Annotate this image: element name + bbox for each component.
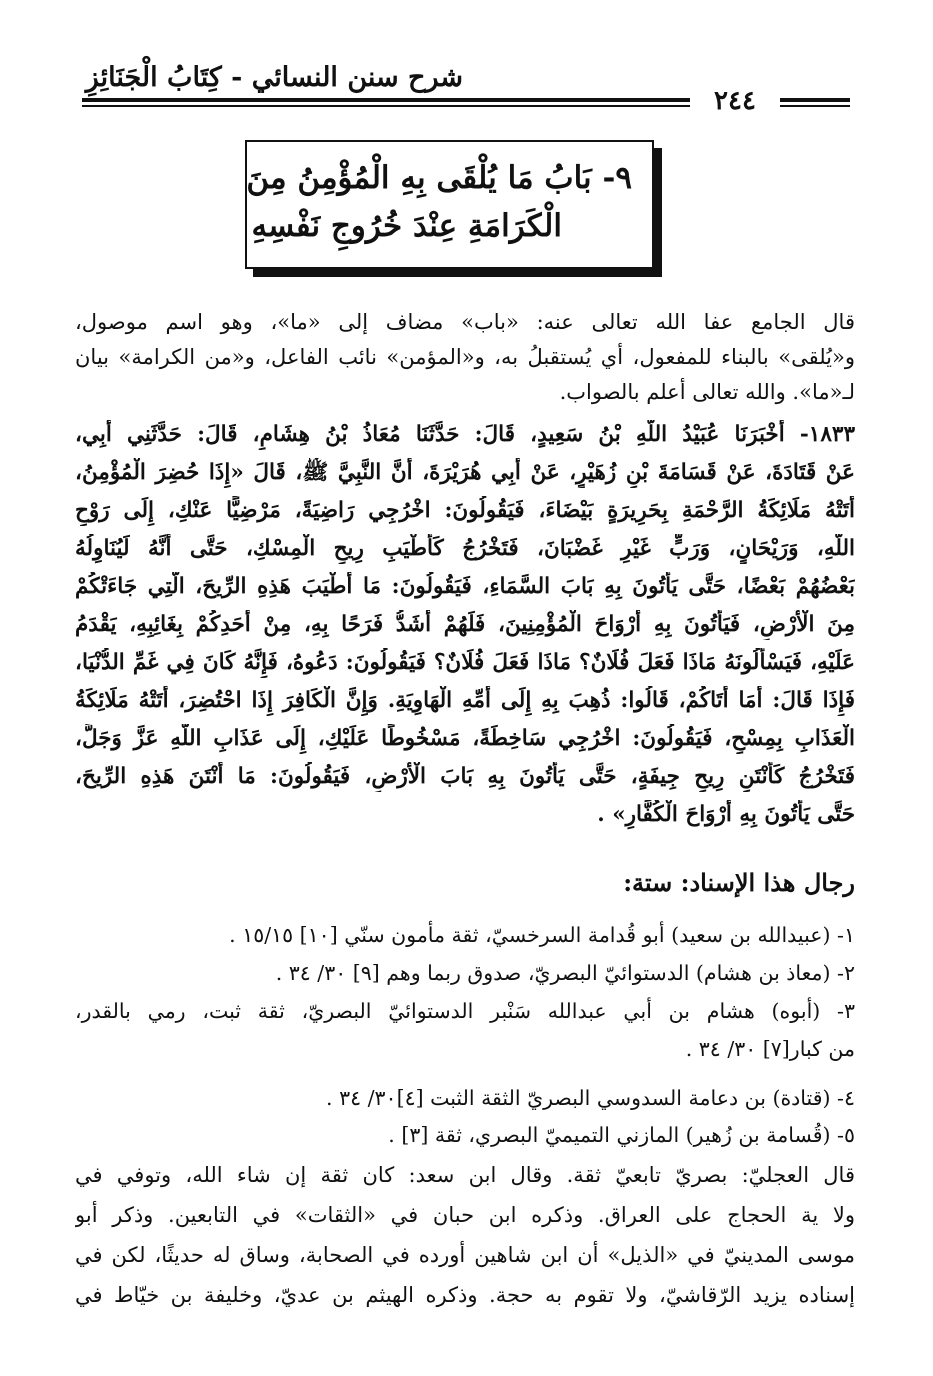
intro-line: لـ«ما». والله تعالى أعلم بالصواب. xyxy=(559,380,855,404)
hadith-line: بَعْضُهُمْ بَعْضًا، حَتَّى يَأْتُونَ بِهِ بَابَ السَّمَاءِ، فَيَقُولُونَ: مَا أَطْيَبَ هَذِهِ الرِّيحَ، الَّتِي جَاءَتْكُمْ xyxy=(75,574,855,599)
narrators-heading: رجال هذا الإسناد: ستة: xyxy=(623,868,855,897)
intro-line: و«يُلقى» بالبناء للمفعول، أي يُستقبلُ به، و«المؤمن» نائب الفاعل، و«من الكرامة» بيان xyxy=(75,345,855,369)
narrator-entry: ٢- (معاذ بن هشام) الدستوائيّ البصريّ، صدوق ربما وهم [٩] ٣٠/ ٣٤ . xyxy=(275,961,855,985)
chapter-title-box xyxy=(245,140,654,269)
closing-line: ولا ية الحجاج على العراق. وذكره ابن حبان في «الثقات» في التابعين. وذكر أبو xyxy=(75,1203,855,1227)
page-number: ٢٤٤ xyxy=(700,86,770,116)
header-rule-thick xyxy=(82,98,690,102)
intro-line: قال الجامع عفا الله تعالى عنه: «باب» مضاف إلى «ما»، وهو اسم موصول، xyxy=(75,310,855,334)
closing-line: إسناده يزيد الرّقاشيّ، ولا تقوم به حجة. وذكره الهيثم بن عديّ، وخليفة بن خيّاط في xyxy=(75,1283,855,1307)
hadith-line: الْعَذَابِ بِمِسْحٍ، فَيَقُولُونَ: اخْرُجِي سَاخِطَةً، مَسْخُوطًا عَلَيْكِ، إِلَى عَذَابِ اللَّهِ عَزَّ وَجَلَّ، xyxy=(75,726,855,751)
hadith-line: عَلَيْهِ، فَيَسْأَلُونَهُ مَاذَا فَعَلَ فُلَانٌ؟ مَاذَا فَعَلَ فُلَانٌ؟ فَيَقُولُونَ: دَعُوهُ، فَإِنَّهُ كَانَ فِي غَمِّ الدُّنْيَا، xyxy=(75,650,855,675)
closing-line: قال العجليّ: بصريّ تابعيّ ثقة. وقال ابن سعد: كان ثقة إن شاء الله، وتوفي في xyxy=(75,1163,855,1187)
narrator-entry: ٣- (أبوه) هشام بن أبي عبدالله سَنْبر الدستوائيّ البصريّ، ثقة ثبت، رمي بالقدر، xyxy=(75,999,855,1023)
narrator-entry: ٤- (قتادة) بن دعامة السدوسي البصريّ الثقة الثبت [٤]٣٠/ ٣٤ . xyxy=(326,1086,855,1110)
header-rule-thin xyxy=(82,105,690,107)
hadith-line: ١٨٣٣- أَخْبَرَنَا عُبَيْدُ اللَّهِ بْنُ سَعِيدٍ، قَالَ: حَدَّثَنَا مُعَاذُ بْنُ هِشَامٍ، قَالَ: حَدَّثَنِي أَبِي، xyxy=(75,422,855,447)
hadith-line: اللَّهِ، وَرَيْحَانٍ، وَرَبٍّ غَيْرِ غَضْبَانَ، فَتَخْرُجُ كَأَطْيَبِ رِيحِ الْمِسْكِ، حَتَّى أَنَّهُ لَيُنَاوِلُهُ xyxy=(75,536,855,561)
closing-line: موسى المدينيّ في «الذيل» أن ابن شاهين أورده في الصحابة، وساق له حديثًا، لكن في xyxy=(75,1243,855,1267)
header-rule-left-thick xyxy=(780,98,850,102)
running-title: شرح سنن النسائي - كِتَابُ الْجَنَائِزِ xyxy=(85,62,463,93)
hadith-line: عَنْ قَتَادَةَ، عَنْ قَسَامَةَ بْنِ زُهَيْرٍ، عَنْ أَبِي هُرَيْرَةَ، أَنَّ النَّبِيَّ ﷺ، قَالَ «إِذَا حُضِرَ الْمُؤْمِنُ، xyxy=(75,460,855,485)
chapter-title-line-1: ٩- بَابُ مَا يُلْقَى بِهِ الْمُؤْمِنُ مِنَ xyxy=(246,160,632,196)
narrator-entry: ٥- (قُسامة بن زُهير) المازني التميميّ البصري، ثقة [٣] . xyxy=(388,1123,855,1147)
hadith-line: فَإِذَا قَالَ: أَمَا أَتَاكُمْ، قَالُوا: ذُهِبَ بِهِ إِلَى أُمِّهِ الْهَاوِيَةِ. وَإِنَّ الْكَافِرَ إِذَا احْتُضِرَ، أَتَتْهُ مَلَائِكَةُ xyxy=(75,688,855,713)
chapter-title-line-2: الْكَرَامَةِ عِنْدَ خُرُوجِ نَفْسِهِ xyxy=(251,208,562,244)
hadith-line: حَتَّى يَأْتُونَ بِهِ أَرْوَاحَ الْكُفَّارِ» . xyxy=(597,802,855,827)
header-rule-left-thin xyxy=(780,105,850,107)
hadith-line: مِنَ الْأَرْضِ، فَيَأْتُونَ بِهِ أَرْوَاحَ الْمُؤْمِنِينَ، فَلَهُمْ أَشَدُّ فَرَحًا بِهِ، مِنْ أَحَدِكُمْ بِغَائِبِهِ، يَقْدَمُ xyxy=(75,612,855,637)
narrator-entry-continuation: من كبار[٧] ٣٠/ ٣٤ . xyxy=(685,1037,855,1061)
narrator-entry: ١- (عبيدالله بن سعيد) أبو قُدامة السرخسيّ، ثقة مأمون سنّي [١٠] ١٥/١٥ . xyxy=(229,923,855,947)
hadith-line: فَتَخْرُجُ كَأَنْتَنِ رِيحِ جِيفَةٍ، حَتَّى يَأْتُونَ بِهِ بَابَ الْأَرْضِ، فَيَقُولُونَ: مَا أَنْتَنَ هَذِهِ الرِّيحَ، xyxy=(75,764,855,789)
hadith-line: أَتَتْهُ مَلَائِكَةُ الرَّحْمَةِ بِحَرِيرَةٍ بَيْضَاءَ، فَيَقُولُونَ: اخْرُجِي رَاضِيَةً، مَرْضِيًّا عَنْكِ، إِلَى رَوْحِ xyxy=(75,498,855,523)
